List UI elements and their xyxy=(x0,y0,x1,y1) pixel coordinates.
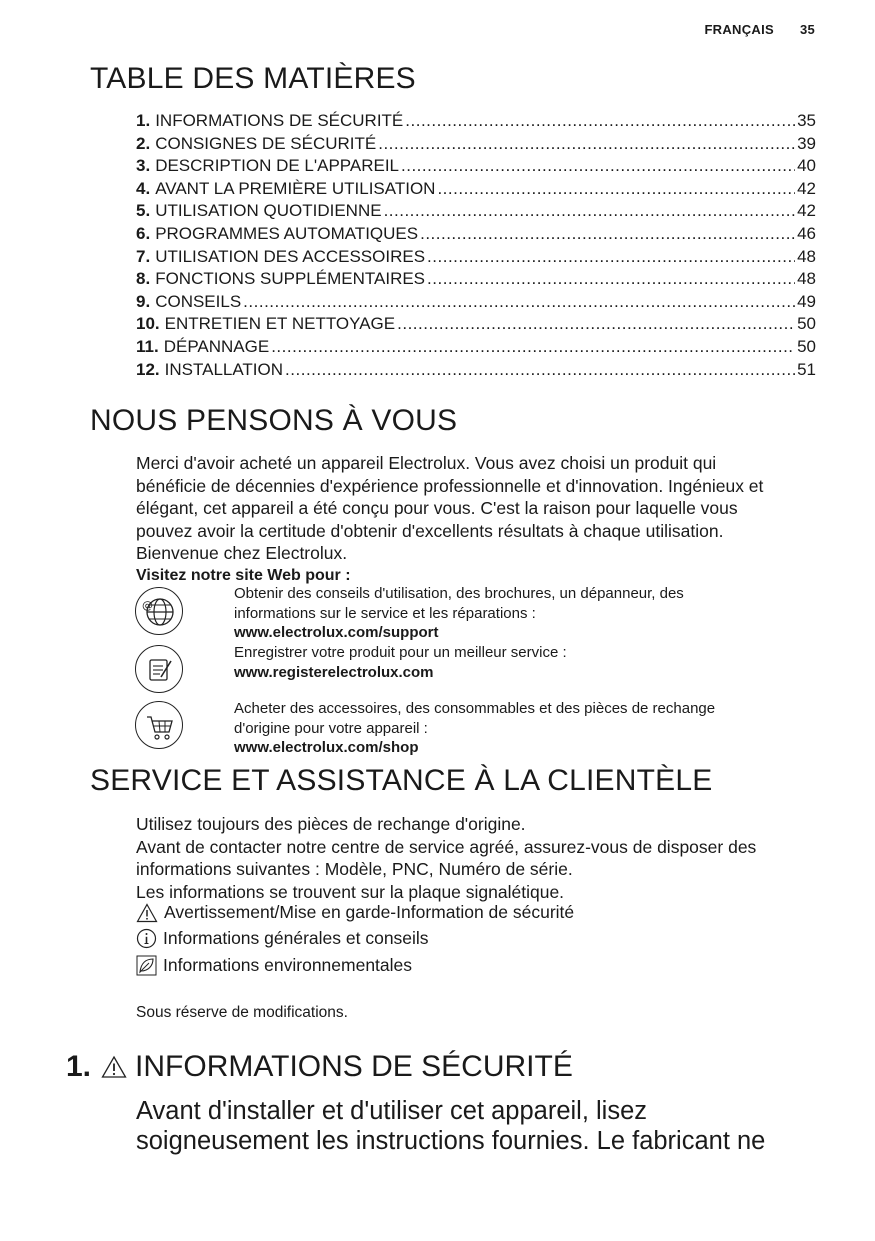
toc-entry-label: INFORMATIONS DE SÉCURITÉ xyxy=(155,111,404,130)
thanks-paragraph xyxy=(136,452,826,587)
toc-dot-leader xyxy=(397,313,795,336)
toc-title: TABLE DES MATIÈRES xyxy=(90,62,416,95)
service-paragraph xyxy=(136,813,826,903)
shop-description xyxy=(234,699,834,758)
register-description xyxy=(234,643,834,682)
toc-entry-number: 8. xyxy=(136,269,151,289)
toc-entry-number: 5. xyxy=(136,201,151,221)
toc-entry-number: 7. xyxy=(136,246,151,266)
web-support-icon xyxy=(135,587,183,635)
service-title: SERVICE ET ASSISTANCE À LA CLIENTÈLE xyxy=(90,764,713,797)
toc-dot-leader xyxy=(271,336,795,359)
toc-dot-leader xyxy=(378,133,795,156)
toc-entry-label: PROGRAMMES AUTOMATIQUES xyxy=(155,223,419,243)
legend-environment-label: Informations environnementales xyxy=(163,955,413,975)
toc-entry-label: UTILISATION QUOTIDIENNE xyxy=(155,201,382,221)
thanks-line: Merci d'avoir acheté un appareil Electrolux. Vous avez choisi un produit qui xyxy=(136,453,717,473)
thanks-line: élégant, cet appareil a été conçu pour vous. C'est la raison pour laquelle vous xyxy=(136,498,738,518)
toc-entry-label: ENTRETIEN ET NETTOYAGE xyxy=(164,314,396,334)
thanks-line: Bienvenue chez Electrolux. xyxy=(136,543,348,563)
section-1-intro xyxy=(136,1096,836,1156)
toc-entry-label: AVANT LA PREMIÈRE UTILISATION xyxy=(155,178,436,198)
page-number: 35 xyxy=(799,22,815,37)
toc-entry-number: 9. xyxy=(136,291,151,311)
intro-line: Avant d'installer et d'utiliser cet appareil, lisez xyxy=(136,1097,648,1125)
section-1-heading xyxy=(66,1050,573,1084)
support-text-line: Obtenir des conseils d'utilisation, des brochures, un dépanneur, des xyxy=(234,585,684,602)
toc-entry-2[interactable] xyxy=(136,133,816,156)
toc-entry-page: 50 xyxy=(797,314,816,334)
toc-entry-5[interactable] xyxy=(136,200,816,223)
toc-dot-leader xyxy=(427,268,795,291)
toc-entry-page: 48 xyxy=(797,246,816,266)
section-1-title: INFORMATIONS DE SÉCURITÉ xyxy=(135,1050,573,1083)
header-language: FRANÇAIS xyxy=(704,22,775,37)
toc-entry-number: 1. xyxy=(136,111,151,130)
toc-entry-number: 11. xyxy=(136,336,159,356)
support-description xyxy=(234,584,834,643)
thinking-of-you-title: NOUS PENSONS À VOUS xyxy=(90,404,458,437)
toc-entry-10[interactable] xyxy=(136,313,816,336)
toc-dot-leader xyxy=(384,200,796,223)
toc-entry-label: CONSIGNES DE SÉCURITÉ xyxy=(155,133,377,153)
shop-text-line: d'origine pour votre appareil : xyxy=(234,719,428,737)
legend-environment xyxy=(136,955,412,976)
toc-entry-number: 6. xyxy=(136,223,151,243)
toc-entry-page: 48 xyxy=(797,269,816,289)
support-text-line: informations sur le service et les réparations : xyxy=(234,604,536,622)
shopping-cart-icon xyxy=(135,701,183,749)
toc-entry-number: 3. xyxy=(136,156,151,176)
section-1-number: 1. xyxy=(66,1050,92,1083)
toc-dot-leader xyxy=(243,291,795,314)
shop-link[interactable]: www.electrolux.com/shop xyxy=(234,739,419,756)
toc-entry-12[interactable] xyxy=(136,359,816,382)
support-link[interactable]: www.electrolux.com/support xyxy=(234,624,439,641)
intro-line: soigneusement les instructions fournies. Le fabricant ne xyxy=(136,1127,766,1155)
toc-entry-page: 51 xyxy=(797,359,816,379)
toc-dot-leader xyxy=(420,223,795,246)
toc-entry-9[interactable] xyxy=(136,291,816,314)
subject-to-change-note: Sous réserve de modifications. xyxy=(136,1004,348,1021)
toc-entry-label: DESCRIPTION DE L'APPAREIL xyxy=(155,156,400,176)
toc-entry-page: 35 xyxy=(797,111,816,130)
legend-warning-label: Avertissement/Mise en garde-Information de sécurité xyxy=(164,902,575,922)
shop-text-line: Acheter des accessoires, des consommables et des pièces de rechange xyxy=(234,700,716,717)
register-text-line: Enregistrer votre produit pour un meilleur service : xyxy=(234,644,567,661)
thanks-line: bénéficie de décennies d'expérience professionnelle et d'innovation. Ingénieux et xyxy=(136,475,764,496)
info-icon xyxy=(136,928,157,949)
toc-dot-leader xyxy=(401,155,795,178)
warning-icon xyxy=(101,1055,127,1079)
toc-entry-label: UTILISATION DES ACCESSOIRES xyxy=(155,246,426,266)
visit-website-label: Visitez notre site Web pour : xyxy=(136,566,351,584)
legend-info-label: Informations générales et conseils xyxy=(163,928,429,948)
warning-icon xyxy=(136,903,158,923)
toc-dot-leader xyxy=(285,359,795,382)
toc-dot-leader xyxy=(437,178,795,201)
toc-entry-8[interactable] xyxy=(136,268,816,291)
toc-entry-page: 39 xyxy=(797,133,816,153)
toc-entry-number: 2. xyxy=(136,133,151,153)
toc-entry-7[interactable] xyxy=(136,246,816,269)
toc-entry-label: FONCTIONS SUPPLÉMENTAIRES xyxy=(155,269,426,289)
toc-entry-3[interactable] xyxy=(136,155,816,178)
toc-entry-number: 10. xyxy=(136,314,160,334)
toc-entry-11[interactable] xyxy=(136,336,816,359)
service-line: informations suivantes : Modèle, PNC, Numéro de série. xyxy=(136,859,573,879)
toc-entry-page: 42 xyxy=(797,201,816,221)
toc-entry-number: 4. xyxy=(136,178,151,198)
toc-entry-1[interactable] xyxy=(136,110,816,133)
toc-dot-leader xyxy=(427,246,795,269)
svg-text:@: @ xyxy=(142,599,153,612)
toc-entry-page: 46 xyxy=(797,223,816,243)
register-link[interactable]: www.registerelectrolux.com xyxy=(234,663,434,681)
leaf-icon xyxy=(136,955,157,976)
legend-warning xyxy=(136,902,574,923)
toc-entry-label: CONSEILS xyxy=(155,291,242,311)
toc-entry-4[interactable] xyxy=(136,178,816,201)
toc-entry-label: DÉPANNAGE xyxy=(163,336,270,356)
legend-info xyxy=(136,928,429,949)
toc-entry-page: 40 xyxy=(797,156,816,176)
service-line: Utilisez toujours des pièces de rechange d'origine. xyxy=(136,814,526,834)
toc-entry-number: 12. xyxy=(136,359,160,379)
toc-entry-page: 42 xyxy=(797,178,816,198)
toc-dot-leader xyxy=(405,110,795,133)
thanks-line: pouvez avoir la certitude d'obtenir d'excellents résultats à chaque utilisation. xyxy=(136,520,724,541)
table-of-contents xyxy=(136,110,816,381)
service-line: Avant de contacter notre centre de service agréé, assurez-vous de disposer des xyxy=(136,836,757,857)
service-line: Les informations se trouvent sur la plaque signalétique. xyxy=(136,881,565,902)
page-header xyxy=(704,22,815,37)
register-icon xyxy=(135,645,183,693)
toc-entry-label: INSTALLATION xyxy=(164,359,284,379)
toc-entry-6[interactable] xyxy=(136,223,816,246)
toc-entry-page: 50 xyxy=(797,336,816,356)
toc-entry-page: 49 xyxy=(797,291,816,311)
